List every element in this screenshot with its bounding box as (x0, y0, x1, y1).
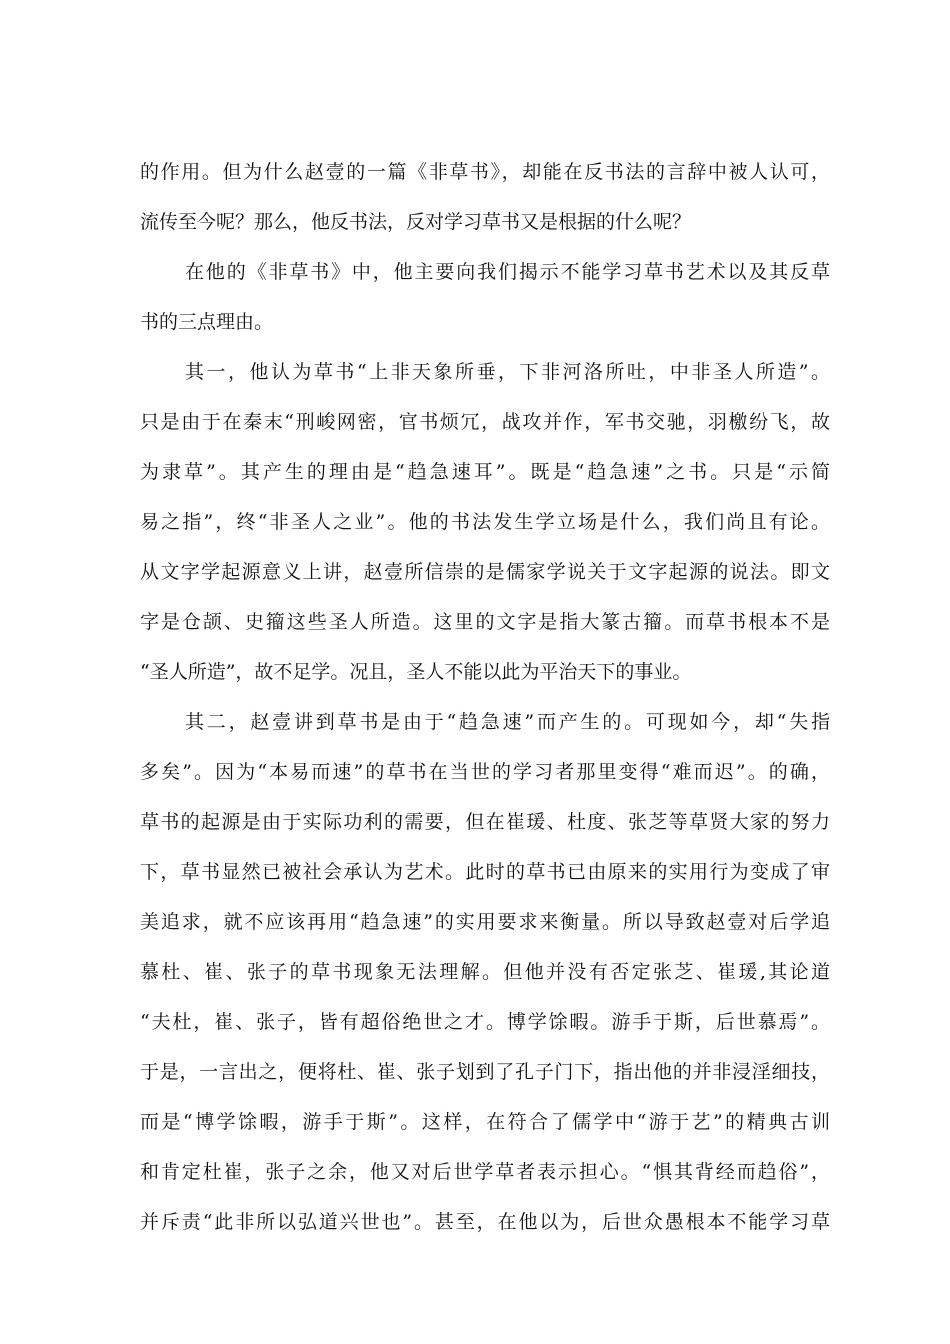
text-line: 草书的起源是由于实际功利的需要，但在崔瑗、杜度、张芝等草贤大家的努力 (140, 811, 830, 833)
text-line: 慕杜、崔、张子的草书现象无法理解。但他并没有否定张芝、崔瑗,其论道 (140, 961, 830, 983)
text-line: 美追求，就不应该再用“趋急速”的实用要求来衡量。所以导致赵壹对后学追 (140, 911, 830, 933)
text-line: 和肯定杜崔，张子之余，他又对后世学草者表示担心。“惧其背经而趋俗”， (140, 1161, 830, 1183)
text-line: 其二，赵壹讲到草书是由于“趋急速”而产生的。可现如今，却“失指 (185, 711, 830, 733)
text-line: 为隶草”。其产生的理由是“趋急速耳”。既是“趋急速”之书。只是“示简 (140, 461, 830, 483)
text-line: 在他的《非草书》中，他主要向我们揭示不能学习草书艺术以及其反草 (185, 261, 830, 283)
text-line: “圣人所造”，故不足学。况且，圣人不能以此为平治天下的事业。 (140, 661, 692, 683)
text-line: 字是仓颉、史籀这些圣人所造。这里的文字是指大篆古籀。而草书根本不是 (140, 611, 830, 633)
text-line: 下，草书显然已被社会承认为艺术。此时的草书已由原来的实用行为变成了审 (140, 861, 830, 883)
text-line: 只是由于在秦末“刑峻网密，官书烦冗，战攻并作，军书交驰，羽檄纷飞，故 (140, 411, 830, 433)
text-line: 多矣”。因为“本易而速”的草书在当世的学习者那里变得“难而迟”。的确， (140, 761, 830, 783)
text-line: 书的三点理由。 (140, 311, 274, 333)
text-line: 于是，一言出之，便将杜、崔、张子划到了孔子门下，指出他的并非浸淫细技， (140, 1061, 830, 1083)
text-line: 而是“博学馀暇，游手于斯”。这样，在符合了儒学中“游于艺”的精典古训 (140, 1111, 830, 1133)
text-line: 的作用。但为什么赵壹的一篇《非草书》，却能在反书法的言辞中被人认可， (140, 161, 830, 183)
text-line: 其一，他认为草书“上非天象所垂，下非河洛所吐，中非圣人所造”。 (185, 361, 830, 383)
text-line: “夫杜，崔、张子，皆有超俗绝世之才。博学馀暇。游手于斯，后世慕焉”。 (140, 1011, 830, 1033)
text-line: 从文字学起源意义上讲，赵壹所信崇的是儒家学说关于文字起源的说法。即文 (140, 561, 830, 583)
text-line: 流传至今呢？那么，他反书法，反对学习草书又是根据的什么呢？ (140, 211, 692, 233)
text-line: 并斥责“此非所以弘道兴世也”。甚至，在他以为，后世众愚根本不能学习草 (140, 1211, 830, 1233)
body-text (140, 147, 830, 1247)
text-line: 易之指”，终“非圣人之业”。他的书法发生学立场是什么，我们尚且有论。 (140, 511, 830, 533)
